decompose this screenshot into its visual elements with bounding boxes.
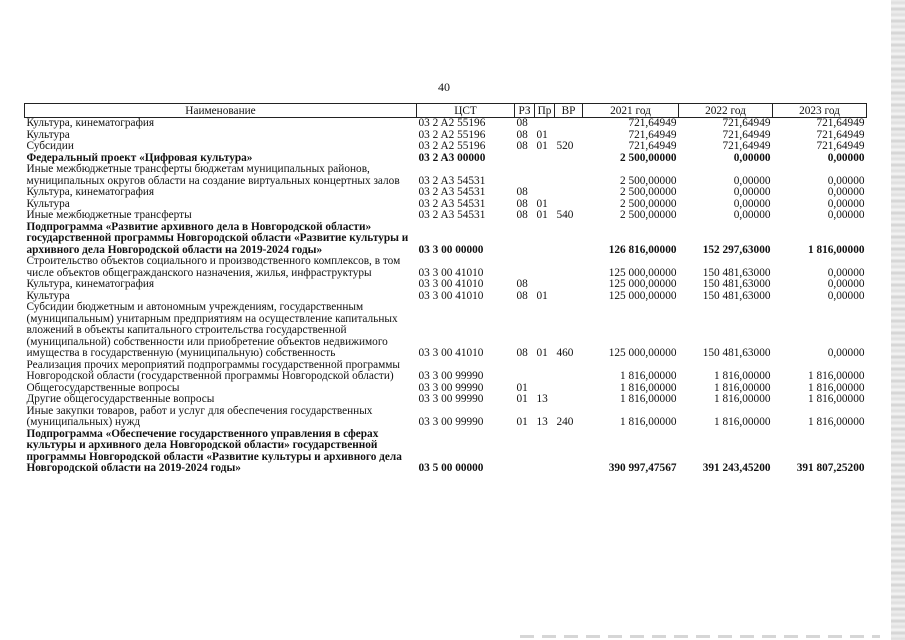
- table-row: [25, 118, 867, 130]
- cell-y2022: 721,64949: [722, 117, 771, 129]
- cell-rz: 08: [516, 128, 528, 141]
- table-row: [25, 141, 867, 153]
- header-2021: 2021 год: [583, 104, 679, 118]
- cell-cst: 03 2 A3 54531: [418, 197, 486, 210]
- cell-pr: 13: [536, 416, 548, 428]
- cell-y2021: 126 816,00000: [608, 243, 677, 256]
- table-row: [25, 256, 867, 279]
- cell-name: Субсидии бюджетным и автономным учреждениям, государственным (муниципальным) унитарным предприятиям на осуществление капитальных вложений в объекты капитального строительства государственной (муниципальной) собственности или приобретение объектов недвижимого имущества в государственную (муниципальную) собственность: [26, 301, 398, 359]
- cell-y2021: 1 816,00000: [620, 381, 677, 394]
- cell-pr: [535, 118, 555, 130]
- header-2023: 2023 год: [773, 104, 867, 118]
- cell-y2023: 721,64949: [816, 117, 865, 129]
- cell-cst: 03 3 00 99990: [418, 370, 484, 382]
- cell-name: Иные закупки товаров, работ и услуг для обеспечения государственных (муниципальных) нужд: [26, 404, 373, 428]
- cell-name: Культура, кинематография: [26, 117, 155, 129]
- header-2022: 2022 год: [679, 104, 773, 118]
- cell-y2022: 391 243,45200: [702, 462, 771, 474]
- cell-y2021: 1 816,00000: [620, 370, 677, 382]
- cell-y2022: 150 481,63000: [702, 347, 771, 359]
- cell-y2021: 2 500,00000: [620, 151, 677, 164]
- cell-cst: 03 2 A3 54531: [418, 186, 486, 198]
- budget-table: [24, 103, 867, 475]
- cell-cst: 03 3 00 41010: [418, 266, 484, 279]
- cell-vr: 540: [556, 209, 574, 221]
- cell-rz: [515, 222, 535, 257]
- cell-name: Иные межбюджетные трансферты бюджетам муниципальных районов, муниципальных округов области на создание виртуальных концертных залов: [26, 163, 400, 187]
- cell-y2023: 391 807,25200: [796, 462, 865, 474]
- cell-rz: 08: [516, 347, 528, 359]
- cell-y2022: 0,00000: [733, 197, 771, 210]
- cell-rz: 01: [516, 416, 528, 428]
- table-row: [25, 302, 867, 360]
- cell-rz: 08: [516, 140, 528, 152]
- cell-y2023: 1 816,00000: [808, 416, 865, 428]
- cell-y2022: 0,00000: [733, 151, 771, 164]
- cell-vr: [555, 360, 583, 383]
- cell-y2021: 721,64949: [628, 140, 677, 152]
- cell-y2023: 0,00000: [827, 347, 865, 359]
- cell-rz: [515, 360, 535, 383]
- cell-cst: 03 2 A2 55196: [418, 140, 486, 152]
- cell-y2023: 0,00000: [827, 197, 865, 210]
- cell-name: Строительство объектов социального и производственного комплексов, в том числе объектов общегражданского назначения, жилья, инфраструктуры: [26, 255, 401, 279]
- cell-name: Культура, кинематография: [26, 186, 155, 198]
- cell-pr: [535, 164, 555, 187]
- cell-y2021: 721,64949: [628, 117, 677, 129]
- cell-cst: 03 5 00 00000: [418, 462, 484, 474]
- cell-cst: 03 3 00 99990: [418, 393, 484, 405]
- cell-y2023: 1 816,00000: [808, 243, 865, 256]
- cell-name: Субсидии: [26, 140, 74, 152]
- cell-rz: 08: [516, 278, 528, 290]
- cell-cst: 03 3 00 00000: [418, 243, 484, 256]
- cell-rz: [515, 164, 535, 187]
- cell-cst: 03 3 00 99990: [418, 381, 484, 394]
- cell-pr: [535, 187, 555, 199]
- cell-cst: 03 2 A2 55196: [418, 128, 486, 141]
- cell-vr: [555, 279, 583, 291]
- header-name: Наименование: [25, 104, 417, 118]
- cell-cst: 03 3 00 41010: [418, 289, 484, 302]
- cell-y2023: 1 816,00000: [808, 381, 865, 394]
- cell-pr: [535, 360, 555, 383]
- cell-pr: [535, 153, 555, 165]
- cell-name: Культура: [26, 289, 70, 302]
- cell-y2022: 0,00000: [733, 209, 771, 221]
- cell-y2022: 1 816,00000: [714, 381, 771, 394]
- cell-rz: [515, 153, 535, 165]
- cell-y2021: 125 000,00000: [608, 347, 677, 359]
- cell-vr: [555, 256, 583, 279]
- header-cst: ЦСТ: [417, 104, 515, 118]
- table-row: [25, 164, 867, 187]
- table-row: [25, 222, 867, 257]
- cell-rz: 08: [516, 117, 528, 129]
- table-row: [25, 394, 867, 406]
- cell-y2021: 125 000,00000: [608, 278, 677, 290]
- scan-edge-artifact: [891, 0, 905, 640]
- table-row: [25, 360, 867, 383]
- cell-pr: 01: [536, 128, 548, 141]
- cell-y2023: 721,64949: [816, 128, 865, 141]
- cell-y2023: 1 816,00000: [808, 393, 865, 405]
- table-row: [25, 406, 867, 429]
- table-row: [25, 279, 867, 291]
- cell-pr: 01: [536, 197, 548, 210]
- cell-y2023: 0,00000: [827, 186, 865, 198]
- cell-name: Культура, кинематография: [26, 278, 155, 290]
- cell-y2022: 721,64949: [722, 140, 771, 152]
- cell-y2023: 0,00000: [827, 151, 865, 164]
- cell-y2023: 0,00000: [827, 289, 865, 302]
- cell-vr: [555, 383, 583, 395]
- cell-y2021: 1 816,00000: [620, 393, 677, 405]
- cell-pr: 01: [536, 140, 548, 152]
- cell-vr: [555, 118, 583, 130]
- cell-cst: 03 2 A3 54531: [418, 174, 486, 187]
- cell-y2021: 2 500,00000: [620, 209, 677, 221]
- cell-y2022: 150 481,63000: [702, 289, 771, 302]
- cell-pr: 13: [536, 393, 548, 405]
- cell-y2022: 150 481,63000: [702, 278, 771, 290]
- cell-pr: 01: [536, 347, 548, 359]
- cell-y2021: 1 816,00000: [620, 416, 677, 428]
- cell-vr: 240: [556, 416, 574, 428]
- cell-y2021: 390 997,47567: [608, 462, 677, 474]
- cell-pr: [535, 222, 555, 257]
- cell-vr: [555, 429, 583, 475]
- cell-cst: 03 2 A3 54531: [418, 209, 486, 221]
- cell-rz: 08: [516, 209, 528, 221]
- cell-rz: 08: [516, 289, 528, 302]
- header-rz: РЗ: [515, 104, 535, 118]
- cell-name: Подпрограмма «Развитие архивного дела в Новгородской области» государственной программы Новгородской области «Развитие культуры и архивного дела Новгородской области на 2019-2024 годы»: [26, 220, 409, 256]
- cell-pr: [535, 429, 555, 475]
- cell-y2022: 1 816,00000: [714, 393, 771, 405]
- cell-y2021: 2 500,00000: [620, 186, 677, 198]
- cell-rz: [515, 429, 535, 475]
- table-body: [25, 118, 867, 475]
- cell-vr: [555, 164, 583, 187]
- cell-y2021: 2 500,00000: [620, 197, 677, 210]
- cell-y2022: 0,00000: [733, 174, 771, 187]
- page-number: 40: [438, 80, 450, 94]
- cell-y2021: 721,64949: [628, 128, 677, 141]
- cell-vr: [555, 222, 583, 257]
- table-header-row: [25, 104, 867, 118]
- cell-name: Подпрограмма «Обеспечение государственного управления в сферах культуры и архивного дела Новгородской области» государственной программы Новгородской области «Развитие культуры и архивного дела Новгородской области на 2019-2024 годы»: [26, 427, 402, 474]
- cell-name: Культура: [26, 197, 70, 210]
- cell-name: Культура: [26, 128, 70, 141]
- cell-vr: 460: [556, 347, 574, 359]
- cell-vr: [555, 394, 583, 406]
- cell-rz: 08: [516, 197, 528, 210]
- cell-y2022: 1 816,00000: [714, 370, 771, 382]
- cell-vr: [555, 291, 583, 303]
- cell-y2023: 0,00000: [827, 266, 865, 279]
- cell-cst: 03 3 00 41010: [418, 347, 484, 359]
- cell-cst: 03 3 00 41010: [418, 278, 484, 290]
- cell-y2022: 150 481,63000: [702, 266, 771, 279]
- table-row: [25, 187, 867, 199]
- cell-name: Иные межбюджетные трансферты: [26, 209, 192, 221]
- cell-cst: 03 3 00 99990: [418, 416, 484, 428]
- cell-y2021: 125 000,00000: [608, 289, 677, 302]
- cell-y2021: 2 500,00000: [620, 174, 677, 187]
- cell-y2023: 0,00000: [827, 174, 865, 187]
- cell-cst: 03 2 A3 00000: [418, 151, 486, 164]
- cell-pr: [535, 256, 555, 279]
- cell-pr: 01: [536, 289, 548, 302]
- header-pr: Пр: [535, 104, 555, 118]
- cell-vr: [555, 153, 583, 165]
- table-row: [25, 210, 867, 222]
- scan-bottom-artifact: [520, 635, 880, 638]
- cell-cst: 03 2 A2 55196: [418, 117, 486, 129]
- cell-name: Другие общегосударственные вопросы: [26, 393, 215, 405]
- cell-rz: [515, 256, 535, 279]
- cell-vr: 520: [556, 140, 574, 152]
- cell-y2023: 0,00000: [827, 209, 865, 221]
- header-vr: ВР: [555, 104, 583, 118]
- cell-y2023: 1 816,00000: [808, 370, 865, 382]
- cell-rz: 01: [516, 381, 528, 394]
- cell-y2022: 1 816,00000: [714, 416, 771, 428]
- table-row: [25, 429, 867, 475]
- cell-y2023: 0,00000: [827, 278, 865, 290]
- cell-y2022: 0,00000: [733, 186, 771, 198]
- cell-y2021: 125 000,00000: [608, 266, 677, 279]
- cell-pr: [535, 279, 555, 291]
- cell-y2022: 152 297,63000: [702, 243, 771, 256]
- cell-rz: 08: [516, 186, 528, 198]
- cell-rz: 01: [516, 393, 528, 405]
- cell-name: Общегосударственные вопросы: [26, 381, 180, 394]
- cell-vr: [555, 187, 583, 199]
- cell-name: Федеральный проект «Цифровая культура»: [26, 151, 253, 164]
- cell-pr: 01: [536, 209, 548, 221]
- cell-y2023: 721,64949: [816, 140, 865, 152]
- cell-y2022: 721,64949: [722, 128, 771, 141]
- cell-name: Реализация прочих мероприятий подпрограммы государственной программы Новгородской области (государственной программы Новгородской области): [26, 358, 400, 382]
